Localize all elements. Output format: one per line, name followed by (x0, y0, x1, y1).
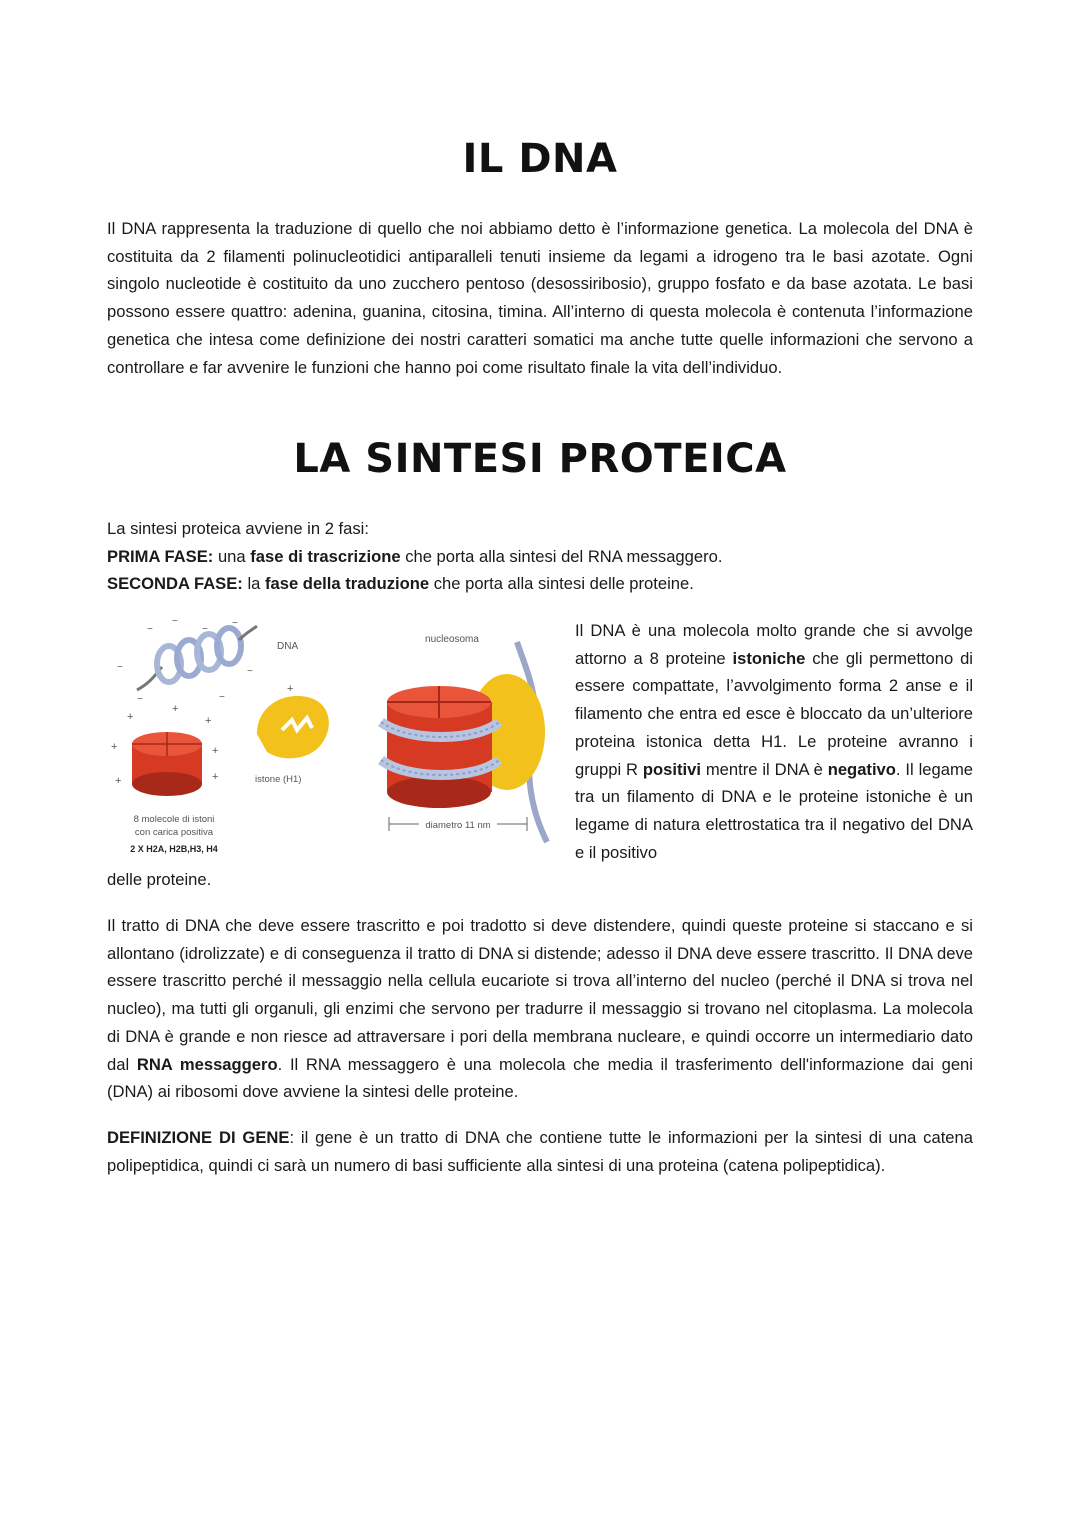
para2-b1: RNA messaggero (136, 1054, 278, 1074)
figure-diameter-label: diametro 11 nm (425, 820, 491, 831)
side-continuation (107, 866, 973, 894)
gene-definition-paragraph (107, 1124, 973, 1179)
para2-t2: . Il RNA messaggero è una molecola che media il trasferimento dell'informazione dai geni (DNA) ai ribosomi dove avviene la sintesi delle proteine. (107, 1054, 973, 1102)
svg-text:−: − (247, 666, 253, 677)
svg-text:+: + (205, 715, 212, 727)
svg-text:+: + (111, 741, 118, 753)
side-continuation-text: delle proteine. (107, 870, 212, 889)
phase-first-label: PRIMA FASE: (107, 546, 214, 566)
phase-first (107, 543, 973, 571)
figure-dna-label: DNA (277, 641, 299, 652)
dna-coil-icon (137, 626, 257, 690)
nucleosome-icon (381, 642, 547, 842)
svg-text:+: + (212, 771, 219, 783)
svg-text:−: − (137, 694, 143, 705)
svg-text:−: − (202, 624, 208, 635)
svg-text:−: − (172, 616, 178, 627)
phase-second-bold: fase della traduzione (264, 574, 430, 594)
title-dna: IL DNA (462, 136, 618, 182)
phase-second-post: che porta alla sintesi delle proteine. (429, 574, 694, 594)
title-sintesi-proteica: LA SINTESI PROTEICA (293, 436, 787, 482)
intro-text: Il DNA rappresenta la traduzione di quello che noi abbiamo detto è l’informazione genetica. La molecola del DNA è costituita da 2 filamenti polinucleotidici antiparalleli tenuti insieme da legami a idrogeno tra le basi azotate. Ogni singolo nucleotide è costituito da uno zucchero pentoso (desossiribosio), gruppo fosfato e da base azotata. Le basi possono essere quattro: adenina, guanina, citosina, timina. All’interno di questa molecola è contenuta l’informazione genetica che intesa come definizione dei nostri caratteri somatici ma anche tutte quelle informazioni che servono a controllare e far avvenire le funzioni che hanno poi come risultato finale la vita dell’individuo. (107, 219, 973, 377)
histone-h1-icon (257, 696, 329, 758)
svg-text:−: − (117, 662, 123, 673)
figure-h1-label: istone (H1) (255, 774, 302, 785)
figure-octamer-line2: con carica positiva (134, 827, 214, 838)
figure-octamer-line1: 8 molecole di istoni (133, 814, 215, 825)
svg-text:−: − (147, 624, 153, 635)
svg-text:+: + (127, 711, 134, 723)
figure-nucleosome-label: nucleosoma (425, 634, 479, 645)
para3-label: DEFINIZIONE DI GENE (107, 1128, 290, 1147)
phase-second-pre: la (242, 574, 265, 594)
svg-text:+: + (212, 745, 219, 757)
para3-body: : il gene è un tratto di DNA che contiene tutte le informazioni per la sintesi di una catena polipeptidica, quindi ci sarà un numero di basi sufficiente alla sintesi di una proteina (catena polipeptidica). (107, 1128, 973, 1175)
side-t1: Il DNA è una molecola molto grande che si avvolge attorno a 8 proteine (575, 621, 973, 668)
transcription-paragraph (107, 912, 973, 1106)
side-b1: istoniche (732, 648, 806, 668)
para2-text (107, 912, 973, 1106)
nucleosome-figure (107, 612, 557, 862)
svg-text:+: + (287, 683, 294, 695)
phase-second-label: SECONDA FASE: (107, 574, 243, 594)
svg-text:−: − (232, 618, 238, 629)
svg-text:+: + (115, 775, 122, 787)
para3-text (107, 1124, 973, 1179)
svg-text:+: + (172, 703, 179, 715)
side-t2: che gli permettono di essere compattate, l’avvolgimento forma 2 anse e il filamento che entra ed esce è bloccato da un’ulteriore proteina istonica detta H1. Le proteine avranno i gruppi R (575, 648, 973, 779)
phase-first-pre: una (213, 546, 251, 566)
phase-second (107, 570, 973, 598)
histone-octamer-icon (132, 732, 202, 796)
intro-paragraph (107, 215, 973, 381)
side-text-body (575, 617, 973, 866)
figure-octamer-line3: 2 X H2A, H2B,H3, H4 (130, 844, 218, 854)
side-paragraph (575, 617, 973, 866)
svg-text:−: − (219, 692, 225, 703)
para2-t1: Il tratto di DNA che deve essere trascritto e poi tradotto si deve distendere, quindi queste proteine si staccano e si allontano (idrolizzate) e di conseguenza il tratto di DNA si distende; adesso il DNA deve essere trascritto. Il DNA deve essere trascritto perché il messaggio nella cellula eucariote si trova all’interno del nucleo (perché il DNA si trova nel nucleo), ma tutti gli organuli, gli enzimi che servono per tradurre il messaggio si trovano nel citoplasma. La molecola di DNA è grande e non riesce ad attraversare i pori della membrana nucleare, e quindi occorre un intermediario dato dal (107, 916, 973, 1074)
phases-list (107, 515, 973, 598)
side-t4: . Il legame tra un filamento di DNA e le proteine istoniche è un legame di natura elettrostatica tra il negativo del DNA e il positivo (575, 759, 973, 862)
side-b3: negativo (827, 759, 896, 779)
side-t3: mentre il DNA è (700, 759, 828, 779)
side-b2: positivi (642, 759, 701, 779)
phase-first-bold: fase di trascrizione (250, 546, 401, 566)
phase-first-post: che porta alla sintesi del RNA messaggero. (400, 546, 723, 566)
phases-intro: La sintesi proteica avviene in 2 fasi: (107, 519, 369, 538)
